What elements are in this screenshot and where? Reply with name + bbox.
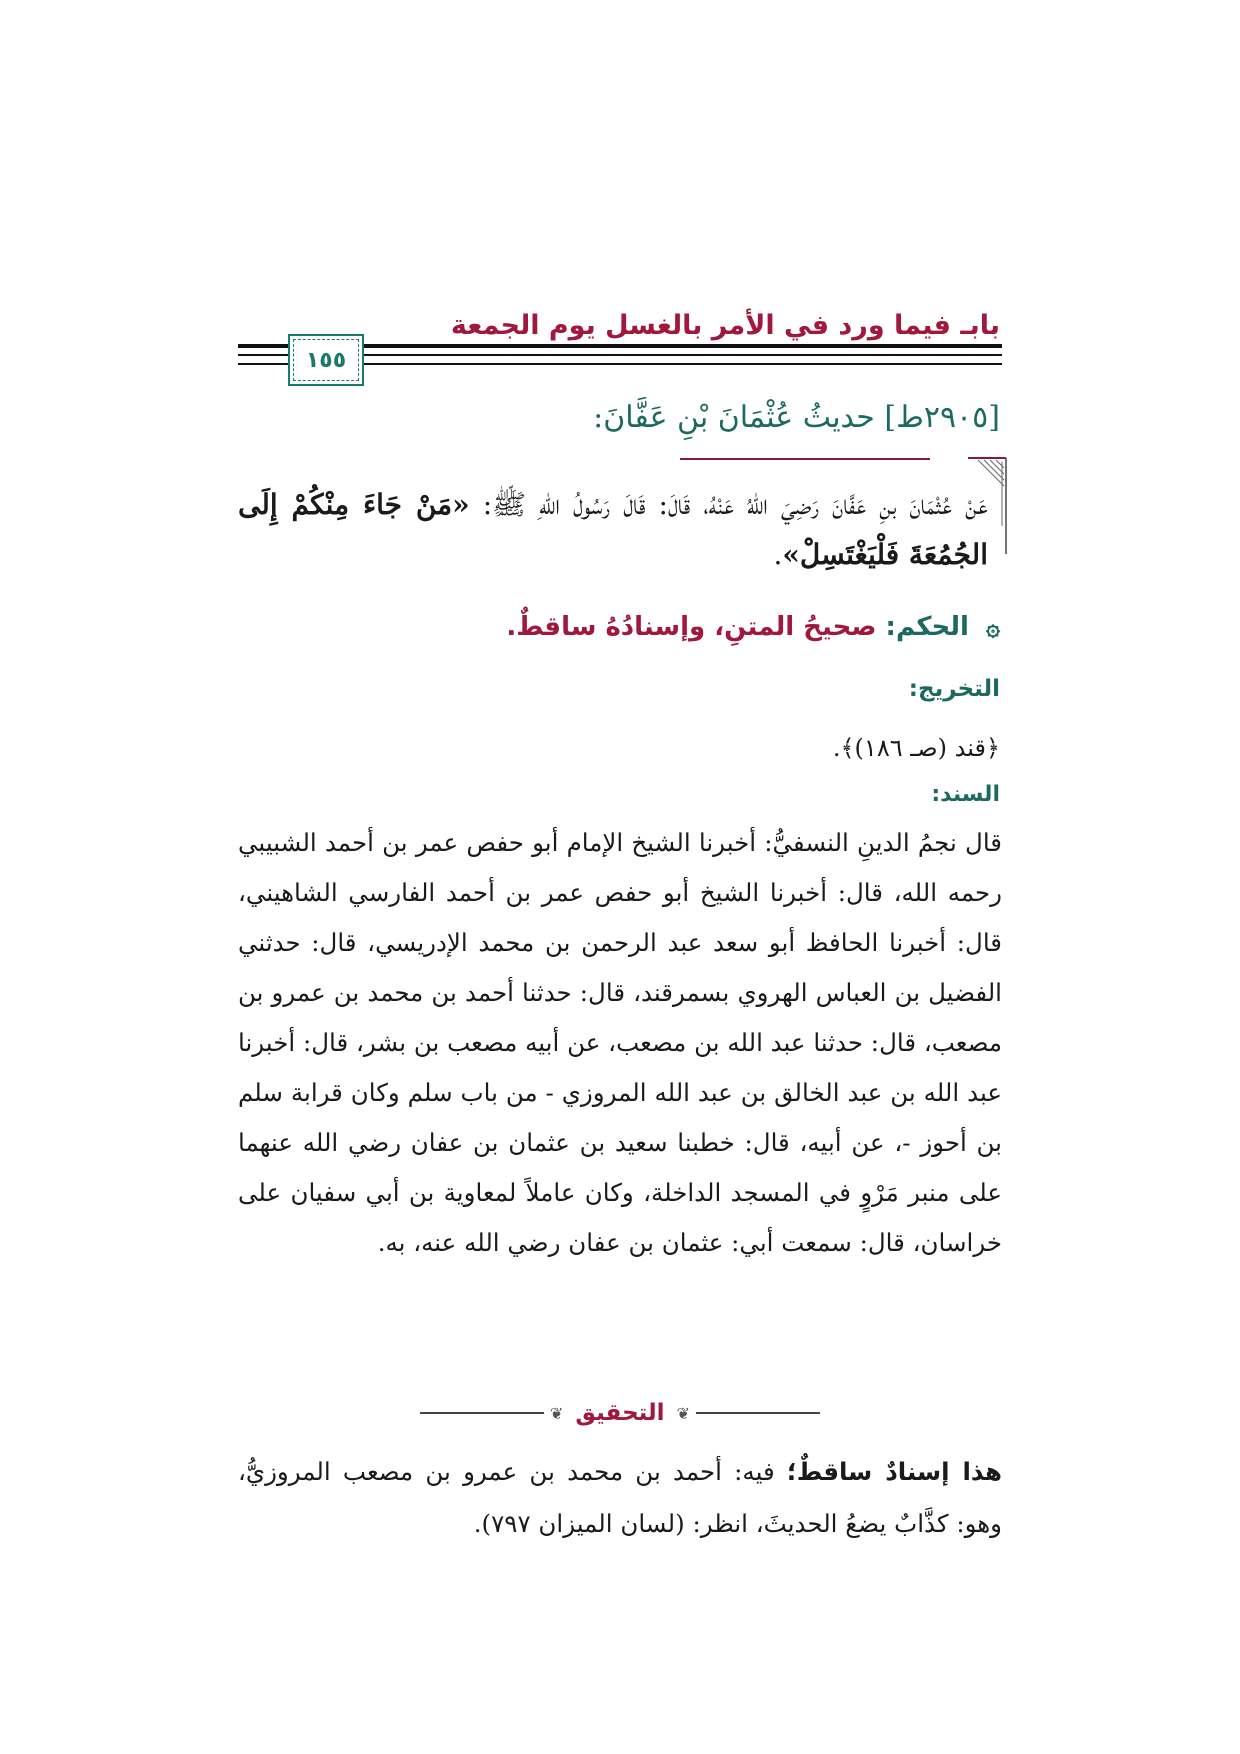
chapter-title: بابـ فيما ورد في الأمر بالغسل يوم الجمعة (450, 310, 1000, 341)
matn-intro: عَنْ عُثْمَانَ بنِ عَفَّانَ رَضِيَ اللهُ عَنْهُ، قَالَ: قَالَ رَسُولُ اللهِ ﷺ: (482, 488, 988, 521)
hadith-matn (238, 480, 988, 580)
tahqiq-lead: هذا إسنادٌ ساقطٌ؛ (786, 1457, 1002, 1486)
sanad-text: قال نجمُ الدينِ النسفيُّ: أخبرنا الشيخ الإمام أبو حفص عمر بن أحمد الشبيبي رحمه الله، قال: أخبرنا الشيخ أبو حفص عمر بن أحمد الفارسي الشاهيني، قال: أخبرنا الحافظ أبو سعد عبد الرحمن بن محمد الإدريسي، قال: حدثني الفضيل بن العباس الهروي بسمرقند، قال: حدثنا أحمد بن محمد بن عمرو بن مصعب، قال: حدثنا عبد الله بن مصعب، عن أبيه مصعب بن بشر، قال: أخبرنا عبد الله بن عبد الخالق بن عبد الله المروزي - من باب سلم وكان قرابة سلم بن أحوز -، عن أبيه، قال: خطبنا سعيد بن عثمان بن عفان رضي الله عنهما على منبر مَرْوٍ في المسجد الداخلة، وكان عاملاً لمعاوية بن أبي سفيان على خراسان، قال: سمعت أبي: عثمان بن عفان رضي الله عنه، به. (238, 828, 1002, 1257)
matn-quote: «مَنْ جَاءَ مِنْكُمْ إِلَى الجُمُعَةَ فَلْيَغْتَسِلْ» (238, 488, 988, 571)
hadith-title: [٢٩٠٥ط] حديثُ عُثْمَانَ بْنِ عَفَّانَ: (593, 400, 1000, 435)
divider-ornament-icon: ❦ (676, 1403, 690, 1423)
page-number: ١٥٥ (305, 347, 347, 373)
quote-rule (680, 458, 930, 460)
flower-ornament-icon: ۞ (985, 613, 1000, 641)
page-number-badge (288, 334, 364, 386)
takhrij-heading: التخريج: (908, 676, 1000, 702)
divider-line (420, 1412, 544, 1414)
ruling-label: الحكم: (885, 612, 969, 642)
takhrij-reference: ﴿قند (صـ ١٨٦)﴾. (832, 734, 1000, 762)
tahqiq-heading: التحقيق (575, 1400, 665, 1426)
divider-line (696, 1412, 820, 1414)
sanad-heading: السند: (931, 782, 1000, 807)
ruling-value: صحيحُ المتنِ، وإسنادُهُ ساقطٌ. (506, 612, 877, 642)
tahqiq-divider (420, 1396, 820, 1430)
ruling-line (506, 612, 1000, 642)
tahqiq-text (238, 1446, 1002, 1550)
matn-end: . (773, 538, 783, 571)
tahqiq-body: فيه: أحمد بن محمد بن عمرو بن مصعب المروزيُّ، وهو: كذَّابٌ يضعُ الحديثَ، انظر: (لسان الميزان ٧٩٧). (238, 1457, 1002, 1538)
divider-ornament-icon: ❦ (550, 1403, 564, 1423)
